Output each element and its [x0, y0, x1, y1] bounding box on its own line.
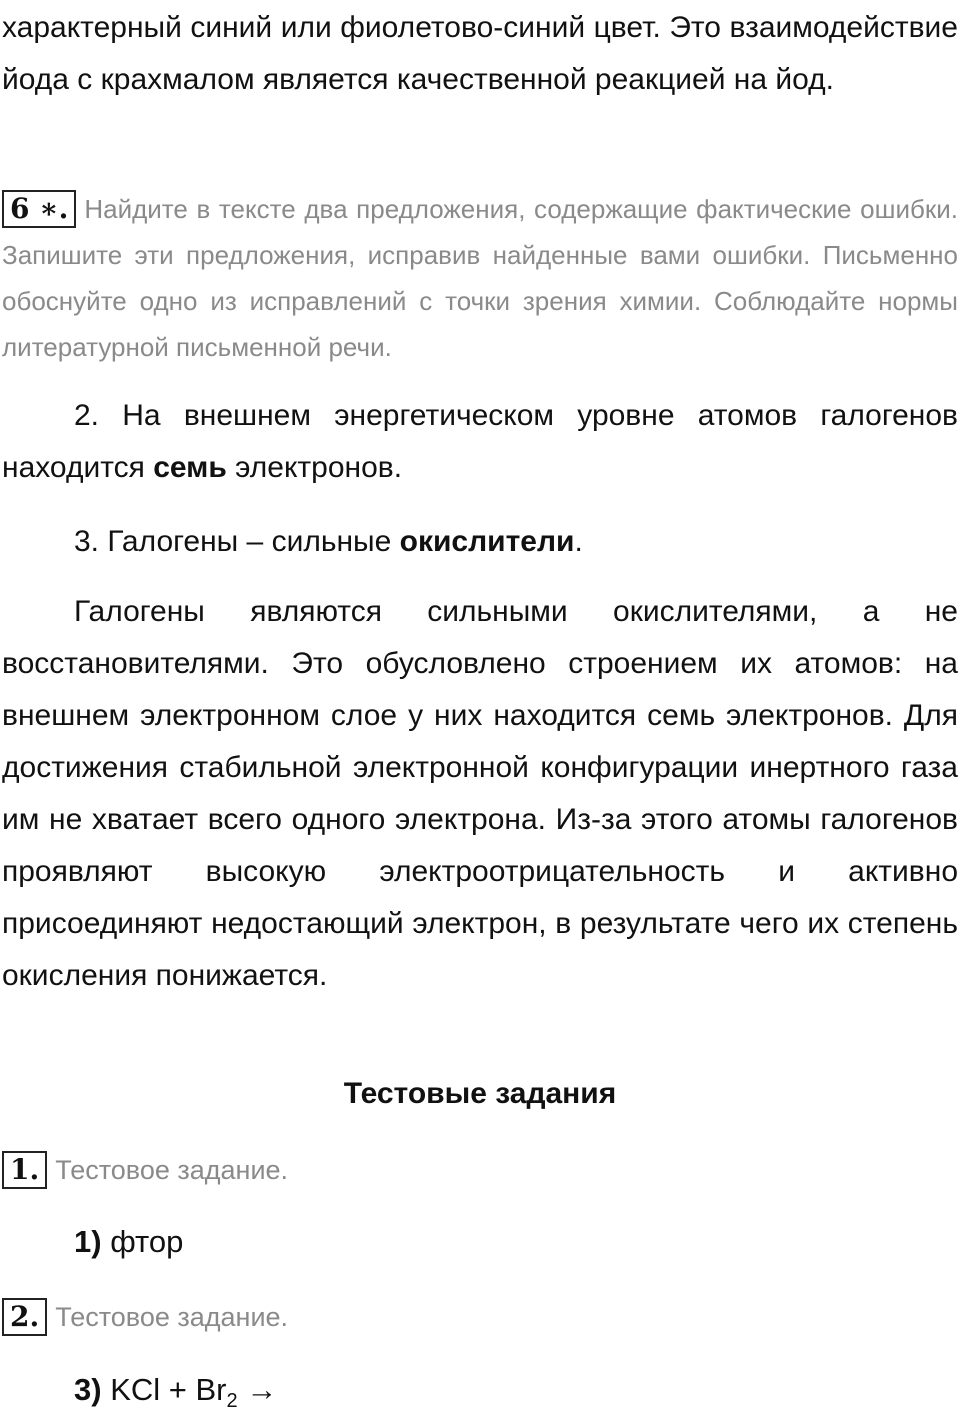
test-1-answer — [2, 1220, 960, 1264]
intro-paragraph: характерный синий или фиолетово-синий цвет. Это взаимодействие йода с крахмалом является качественной реакцией на йод. — [2, 11, 958, 96]
task-6-number: 6 ∗. — [2, 190, 76, 228]
test-2-formula: KCl + Br — [101, 1372, 227, 1407]
task-6 — [2, 186, 958, 370]
test-2-answer-label: 3) — [74, 1372, 102, 1407]
sentence-2 — [2, 390, 958, 494]
test-1-number: 1. — [2, 1151, 47, 1189]
explanation-paragraph: Галогены являются сильными окислителями, а не восстановителями. Это обусловлено строением их атомов: на внешнем электронном слое у них находится семь электронов. Для достижения стабильной электронной конфигурации инертного газа им не хватает всего одного электрона. Из-за этого атомы галогенов проявляют высокую электроотрицательность и активно присоединяют недостающий электрон, в результате чего их степень окисления понижается. — [2, 595, 958, 992]
sentence-2-after: электронов. — [226, 451, 403, 484]
sentence-2-before: 2. На внешнем энергетическом уровне атомов галогенов находится — [2, 399, 958, 484]
sentence-3-before: 3. Галогены – сильные — [74, 525, 400, 558]
arrow-icon: → — [237, 1372, 278, 1407]
test-2-prompt: Тестовое задание. — [55, 1302, 289, 1332]
test-1-prompt: Тестовое задание. — [55, 1155, 289, 1185]
sentence-3-bold: окислители — [399, 525, 575, 558]
test-1-answer-text: фтор — [101, 1224, 184, 1259]
sentence-3-after: . — [574, 525, 583, 558]
task-6-text — [2, 186, 958, 370]
test-2-number: 2. — [2, 1298, 47, 1336]
test-2-subscript: 2 — [226, 1390, 238, 1413]
task-6-instruction: Найдите в тексте два предложения, содержащие фактические ошибки. Запишите эти предложения, исправив найденные вами ошибки. Письменно обоснуйте одно из исправлений с точки зрения химии. Соблюдайте нормы литературной письменной речи. — [2, 194, 958, 362]
test-2 — [2, 1297, 958, 1337]
sentence-2-bold: семь — [153, 451, 227, 484]
test-1-answer-label: 1) — [74, 1224, 102, 1259]
test-2-answer — [2, 1368, 960, 1423]
sentence-3 — [2, 516, 958, 568]
test-1 — [2, 1150, 958, 1190]
test-heading: Тестовые задания — [343, 1077, 617, 1110]
